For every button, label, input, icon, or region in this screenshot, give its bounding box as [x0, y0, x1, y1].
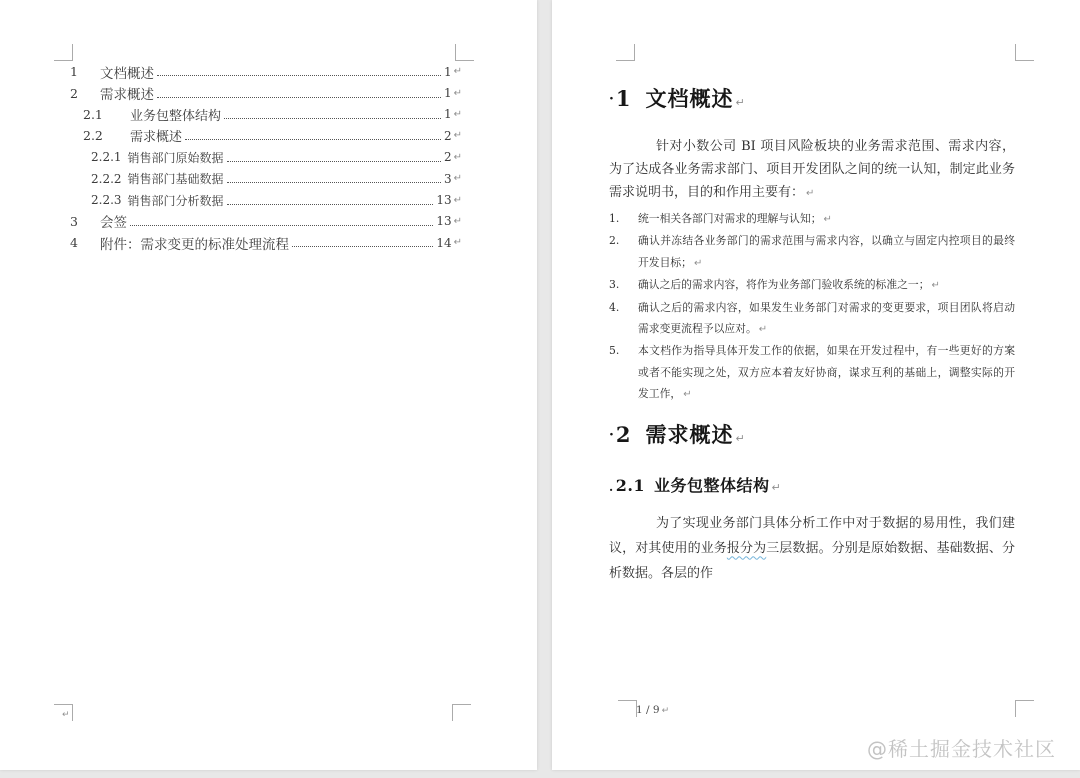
toc-entry[interactable] [70, 232, 462, 253]
page-toc[interactable] [0, 0, 537, 770]
toc-entry-number: 3 [70, 213, 78, 229]
paragraph-mark: ↵ [453, 194, 462, 206]
page-content[interactable] [552, 0, 1080, 770]
toc-entry-page: 1 [443, 64, 452, 79]
margin-corner-mark-top-left [616, 44, 635, 61]
list-item [609, 297, 1015, 341]
paragraph-mark: ↵ [758, 324, 768, 336]
margin-corner-mark-bottom-right [452, 704, 471, 721]
heading-title: 业务包整体结构 [654, 475, 770, 495]
toc-leader-dots [227, 182, 441, 183]
toc-leader-dots [185, 139, 441, 140]
toc-leader-dots [292, 246, 433, 247]
toc-entry-page: 2 [443, 150, 452, 165]
toc-entry[interactable] [70, 147, 462, 168]
toc-entry-page: 1 [443, 86, 452, 101]
toc-entry-page: 13 [436, 214, 452, 229]
page-number-footer [636, 704, 669, 716]
list-item-text [638, 297, 1015, 341]
paragraph-mark: ↵ [453, 215, 462, 227]
list-item-text [638, 340, 1015, 405]
list-item [609, 340, 1015, 405]
paragraph-mark: ↵ [453, 108, 462, 120]
heading-outline-bullet-icon: · [609, 91, 614, 107]
toc-entry-page: 3 [443, 171, 452, 186]
subsection-heading-business-package-structure [609, 475, 1015, 499]
toc-entry-label: 销售部门分析数据 [127, 193, 224, 208]
table-of-contents [70, 61, 462, 254]
list-item-text-content: 确认之后的需求内容，将作为业务部门验收系统的标准之一； [638, 278, 930, 292]
toc-entry-number: 2.2.3 [91, 193, 122, 208]
toc-entry-label: 销售部门基础数据 [127, 172, 224, 187]
paragraph-mark: ↵ [453, 130, 462, 142]
paragraph-mark: ↵ [683, 389, 692, 401]
paragraph-mark: ↵ [453, 151, 462, 163]
toc-entry[interactable] [70, 61, 462, 82]
paragraph-mark: ↵ [806, 188, 815, 199]
intro-paragraph [609, 135, 1015, 205]
list-item-number: 3. [609, 278, 620, 292]
toc-leader-dots [130, 225, 433, 226]
paragraph-mark: ↵ [453, 87, 462, 99]
toc-leader-dots [157, 97, 441, 98]
paragraph-mark: ↵ [771, 480, 782, 494]
heading-outline-bullet-icon: . [609, 479, 614, 494]
margin-corner-mark-top-right [455, 44, 474, 61]
toc-entry-label: 销售部门原始数据 [127, 150, 224, 165]
margin-corner-mark-bottom-left [618, 700, 637, 717]
paragraph-mark: ↵ [931, 280, 940, 292]
body-paragraph-text: 为了实现业务部门具体分析工作中对于数据的易用性，我们建议，对其使用的业务 [609, 515, 1015, 556]
toc-entry-label: 会签 [100, 215, 127, 232]
toc-entry-label: 附件：需求变更的标准处理流程 [100, 236, 289, 253]
margin-corner-mark-bottom-right [1015, 700, 1034, 717]
heading-number: 1 [615, 86, 632, 111]
paragraph-mark: ↵ [735, 96, 746, 109]
toc-leader-dots [224, 118, 441, 119]
toc-entry[interactable] [70, 104, 462, 125]
footer-paragraph-mark: ↵ [62, 710, 70, 720]
toc-leader-dots [227, 161, 441, 162]
spellcheck-underlined-text: 报分为 [726, 540, 767, 556]
list-item [609, 274, 1015, 296]
heading-outline-bullet-icon: · [609, 426, 614, 443]
list-item [609, 230, 1015, 274]
toc-entry-number: 2 [70, 85, 78, 101]
body-paragraph-text: 三层数据。分别是原始数据、基础数据、分析数据。各层的作 [609, 540, 1015, 581]
list-item-text [638, 208, 1015, 230]
list-item-number: 2. [609, 234, 620, 248]
toc-entry-label: 需求概述 [130, 130, 183, 146]
paragraph-mark: ↵ [735, 431, 746, 445]
heading-title: 需求概述 [645, 421, 734, 447]
toc-entry-page: 2 [443, 128, 452, 143]
list-item [609, 208, 1015, 230]
paragraph-mark: ↵ [453, 173, 462, 185]
body-paragraph [609, 511, 1015, 586]
paragraph-mark: ↵ [453, 237, 462, 249]
toc-entry-number: 2.2.1 [91, 150, 122, 165]
list-item-text [638, 274, 1015, 296]
toc-entry-number: 2.1 [83, 106, 103, 122]
toc-entry-number: 1 [70, 64, 78, 80]
margin-corner-mark-top-left [54, 44, 73, 61]
list-item-number: 1. [609, 212, 620, 225]
toc-entry[interactable] [70, 168, 462, 189]
toc-entry-page: 13 [436, 193, 452, 208]
toc-entry-page: 1 [443, 107, 452, 122]
toc-entry-label: 业务包整体结构 [130, 108, 222, 124]
heading-number: 2 [615, 421, 632, 447]
heading-number: 2.1 [615, 475, 646, 495]
list-item-text-content: 统一相关各部门对需求的理解与认知； [638, 212, 822, 225]
toc-entry-number: 4 [70, 235, 78, 251]
list-item-number: 5. [609, 344, 620, 358]
margin-corner-mark-top-right [1015, 44, 1034, 61]
toc-entry-number: 2.2.2 [91, 171, 122, 186]
toc-entry[interactable] [70, 125, 462, 146]
list-item-number: 4. [609, 300, 620, 314]
list-item-text-content: 确认并冻结各业务部门的需求范围与需求内容，以确立与固定内控项目的最终开发目标； [638, 234, 1015, 269]
paragraph-mark: ↵ [661, 706, 670, 716]
toc-entry-label: 需求概述 [100, 87, 154, 104]
intro-paragraph-text: 针对小数公司 BI 项目风险板块的业务需求范围、需求内容，为了达成各业务需求部门、项目开发团队之间的统一认知，制定此业务需求说明书，目的和作用主要有： [609, 139, 1015, 200]
page-number: 1 / 9 [636, 704, 660, 716]
toc-leader-dots [227, 204, 434, 205]
paragraph-mark: ↵ [823, 214, 832, 225]
toc-entry-label: 文档概述 [100, 65, 154, 82]
document-body [609, 60, 1015, 586]
list-item-text [638, 230, 1015, 274]
list-item-text-content: 确认之后的需求内容，如果发生业务部门对需求的变更要求，项目团队将启动需求变更流程予以应对。 [638, 300, 1015, 336]
heading-title: 文档概述 [645, 86, 734, 111]
watermark: @稀土掘金技术社区 [867, 737, 1056, 761]
toc-entry-number: 2.2 [83, 128, 103, 144]
toc-entry[interactable] [70, 82, 462, 103]
goals-list [609, 208, 1015, 406]
section-heading-doc-overview [609, 84, 1015, 118]
list-item-text-content: 本文档作为指导具体开发工作的依据，如果在开发过程中，有一些更好的方案或者不能实现之处，双方应本着友好协商，谋求互利的基础上，调整实际的开发工作， [638, 344, 1015, 401]
section-heading-requirements-overview [609, 420, 1015, 454]
paragraph-mark: ↵ [453, 66, 462, 78]
toc-leader-dots [157, 75, 441, 76]
toc-entry-page: 14 [436, 235, 452, 250]
paragraph-mark: ↵ [693, 257, 703, 269]
toc-entry[interactable] [70, 211, 462, 232]
toc-entry[interactable] [70, 189, 462, 210]
